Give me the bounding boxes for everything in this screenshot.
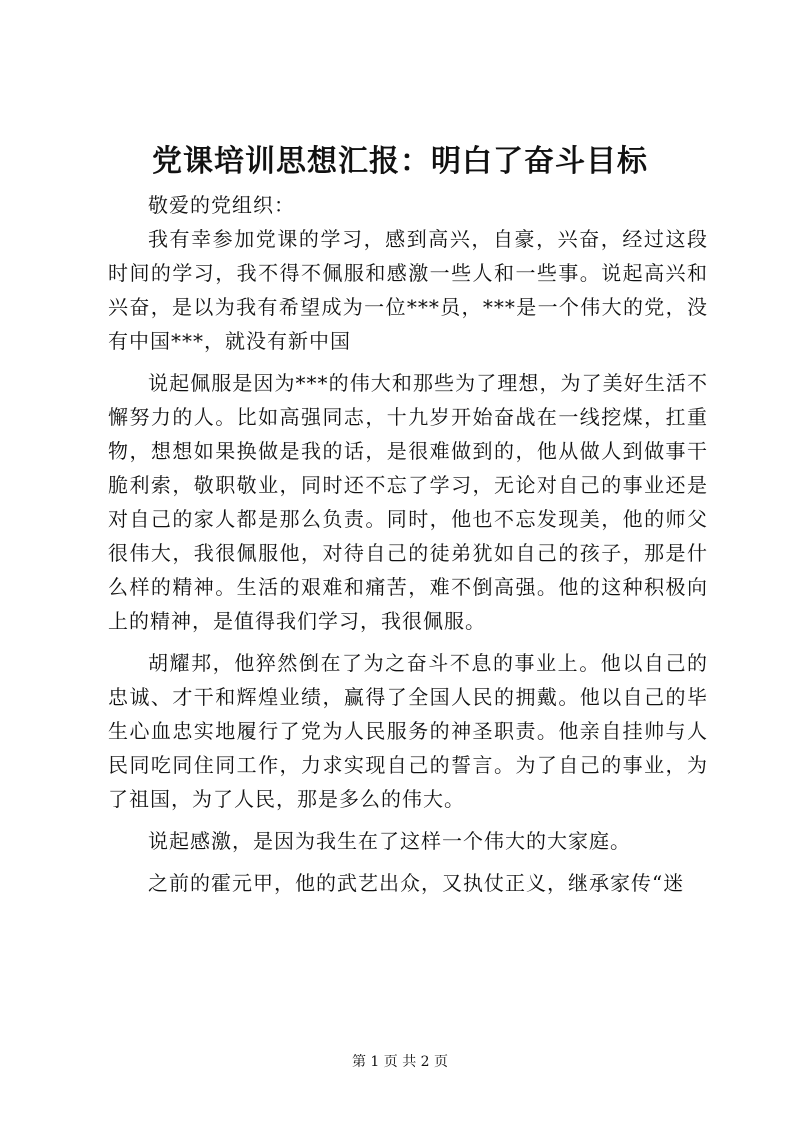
body-paragraph: 说起感激，是因为我生在了这样一个伟大的大家庭。 <box>148 829 631 853</box>
body-paragraph: 我有幸参加党课的学习，感到高兴，自豪，兴奋，经过这段时间的学习，我不得不佩服和感激一些人和一些事。说起高兴和兴奋，是以为我有希望成为一位***员，***是一个伟大的党，没有中国***，就没有新中国 <box>108 227 708 353</box>
document-title: 党课培训思想汇报：明白了奋斗目标 <box>152 144 648 179</box>
body-paragraph: 说起佩服是因为***的伟大和那些为了理想，为了美好生活不懈努力的人。比如高强同志，十九岁开始奋战在一线挖煤，扛重物，想想如果换做是我的话，是很难做到的，他从做人到做事干脆利索，敬职敬业，同时还不忘了学习，无论对自己的事业还是对自己的家人都是那么负责。同时，他也不忘发现美，他的师父很伟大，我很佩服他，对待自己的徒弟犹如自己的孩子，那是什么样的精神。生活的艰难和痛苦，难不倒高强。他的这种积极向上的精神，是值得我们学习，我很佩服。 <box>108 371 708 633</box>
document-body <box>108 188 708 900</box>
salutation-paragraph: 敬爱的党组织： <box>148 193 295 217</box>
page-footer: 第 1 页 共 2 页 <box>351 1054 449 1070</box>
body-paragraph: 胡耀邦，他猝然倒在了为之奋斗不息的事业上。他以自己的忠诚、才干和辉煌业绩，赢得了全国人民的拥戴。他以自己的毕生心血忠实地履行了党为人民服务的神圣职责。他亲自挂帅与人民同吃同住同工作，力求实现自己的誓言。为了自己的事业，为了祖国，为了人民，那是多么的伟大。 <box>108 651 708 811</box>
body-paragraph: 之前的霍元甲，他的武艺出众，又执仗正义，继承家传“迷 <box>148 871 685 895</box>
